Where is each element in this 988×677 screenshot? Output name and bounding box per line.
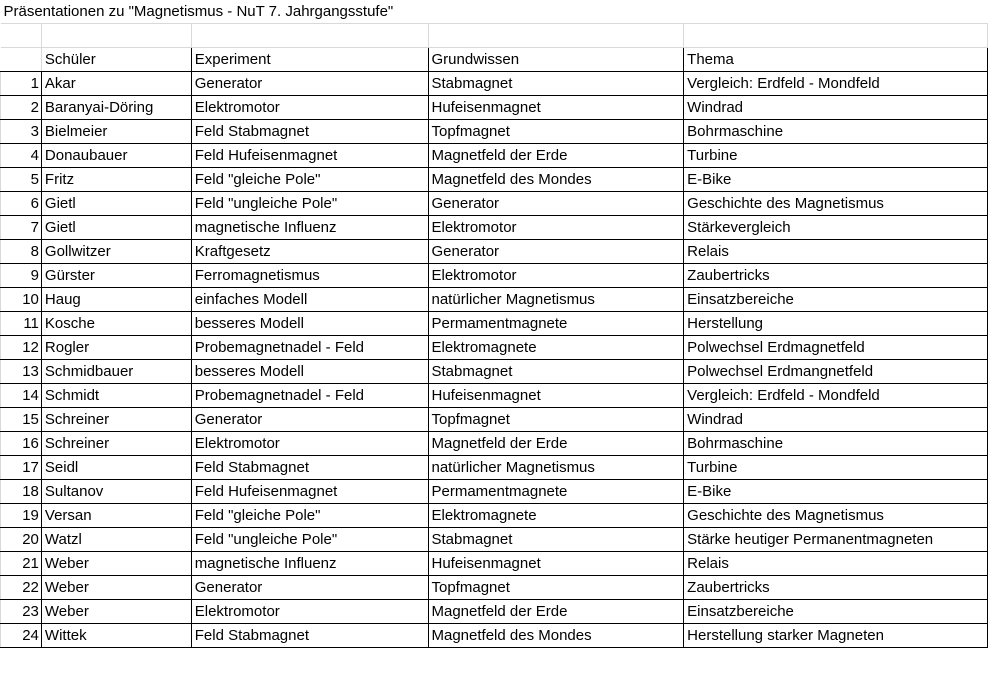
cell-grundwissen[interactable]: Elektromagnete xyxy=(428,336,684,360)
cell-schueler[interactable]: Weber xyxy=(41,576,191,600)
row-number-cell[interactable]: 16 xyxy=(1,432,42,456)
row-number-cell[interactable]: 3 xyxy=(1,120,42,144)
cell-grundwissen[interactable]: Magnetfeld des Mondes xyxy=(428,624,684,648)
cell-experiment[interactable]: Elektromotor xyxy=(191,432,428,456)
cell-experiment[interactable]: Feld "ungleiche Pole" xyxy=(191,192,428,216)
row-number-cell[interactable]: 6 xyxy=(1,192,42,216)
cell-experiment[interactable]: Feld "gleiche Pole" xyxy=(191,504,428,528)
cell-experiment[interactable]: Elektromotor xyxy=(191,96,428,120)
row-number-cell[interactable]: 21 xyxy=(1,552,42,576)
cell-experiment[interactable]: besseres Modell xyxy=(191,312,428,336)
cell-thema[interactable]: Relais xyxy=(684,552,988,576)
cell-schueler[interactable]: Akar xyxy=(41,72,191,96)
table-row xyxy=(1,96,988,120)
cell-thema[interactable]: Windrad xyxy=(684,96,988,120)
cell-thema[interactable]: Einsatzbereiche xyxy=(684,288,988,312)
empty-cell[interactable] xyxy=(684,24,988,48)
cell-grundwissen[interactable]: Hufeisenmagnet xyxy=(428,552,684,576)
empty-cell[interactable] xyxy=(1,48,42,72)
cell-thema[interactable]: Geschichte des Magnetismus xyxy=(684,504,988,528)
cell-thema[interactable]: E-Bike xyxy=(684,480,988,504)
table-row xyxy=(1,528,988,552)
header-schueler[interactable]: Schüler xyxy=(41,48,191,72)
table-row xyxy=(1,504,988,528)
empty-cell[interactable] xyxy=(428,24,684,48)
row-number-cell[interactable]: 11 xyxy=(1,312,42,336)
cell-experiment[interactable]: Generator xyxy=(191,72,428,96)
cell-experiment[interactable]: einfaches Modell xyxy=(191,288,428,312)
table-row xyxy=(1,600,988,624)
cell-experiment[interactable]: Feld Stabmagnet xyxy=(191,456,428,480)
cell-grundwissen[interactable]: Topfmagnet xyxy=(428,576,684,600)
cell-thema[interactable]: Geschichte des Magnetismus xyxy=(684,192,988,216)
cell-experiment[interactable]: Feld Stabmagnet xyxy=(191,120,428,144)
row-number-cell[interactable]: 9 xyxy=(1,264,42,288)
table-row xyxy=(1,216,988,240)
cell-grundwissen[interactable]: Permamentmagnete xyxy=(428,312,684,336)
cell-grundwissen[interactable]: Stabmagnet xyxy=(428,528,684,552)
cell-schueler[interactable]: Bielmeier xyxy=(41,120,191,144)
cell-thema[interactable]: Polwechsel Erdmagnetfeld xyxy=(684,336,988,360)
cell-grundwissen[interactable]: Elektromotor xyxy=(428,264,684,288)
cell-experiment[interactable]: besseres Modell xyxy=(191,360,428,384)
row-number-cell[interactable]: 18 xyxy=(1,480,42,504)
cell-grundwissen[interactable]: Elektromagnete xyxy=(428,504,684,528)
cell-thema[interactable]: Vergleich: Erdfeld - Mondfeld xyxy=(684,384,988,408)
table-row xyxy=(1,312,988,336)
cell-grundwissen[interactable]: Stabmagnet xyxy=(428,72,684,96)
cell-experiment[interactable]: Probemagnetnadel - Feld xyxy=(191,336,428,360)
row-number-cell[interactable]: 19 xyxy=(1,504,42,528)
empty-cell[interactable] xyxy=(1,24,42,48)
cell-experiment[interactable]: Generator xyxy=(191,408,428,432)
cell-schueler[interactable]: Gollwitzer xyxy=(41,240,191,264)
cell-thema[interactable]: Herstellung xyxy=(684,312,988,336)
table-row xyxy=(1,264,988,288)
row-number-cell[interactable]: 4 xyxy=(1,144,42,168)
cell-experiment[interactable]: Feld "ungleiche Pole" xyxy=(191,528,428,552)
cell-grundwissen[interactable]: Elektromotor xyxy=(428,216,684,240)
cell-grundwissen[interactable]: Topfmagnet xyxy=(428,408,684,432)
cell-grundwissen[interactable]: Hufeisenmagnet xyxy=(428,384,684,408)
cell-experiment[interactable]: Generator xyxy=(191,576,428,600)
cell-experiment[interactable]: Feld Hufeisenmagnet xyxy=(191,480,428,504)
cell-thema[interactable]: Zaubertricks xyxy=(684,264,988,288)
cell-schueler[interactable]: Fritz xyxy=(41,168,191,192)
table-row xyxy=(1,168,988,192)
cell-experiment[interactable]: Feld Hufeisenmagnet xyxy=(191,144,428,168)
cell-schueler[interactable]: Haug xyxy=(41,288,191,312)
row-number-cell[interactable]: 22 xyxy=(1,576,42,600)
row-number-cell[interactable]: 15 xyxy=(1,408,42,432)
cell-thema[interactable]: Herstellung starker Magneten xyxy=(684,624,988,648)
table-row xyxy=(1,408,988,432)
cell-schueler[interactable]: Schreiner xyxy=(41,432,191,456)
cell-grundwissen[interactable]: Stabmagnet xyxy=(428,360,684,384)
empty-cell[interactable] xyxy=(41,24,191,48)
cell-experiment[interactable]: Kraftgesetz xyxy=(191,240,428,264)
grid-body xyxy=(1,0,988,648)
table-row xyxy=(1,336,988,360)
row-number-cell[interactable]: 5 xyxy=(1,168,42,192)
cell-grundwissen[interactable]: Hufeisenmagnet xyxy=(428,96,684,120)
table-row xyxy=(1,192,988,216)
row-number-cell[interactable]: 24 xyxy=(1,624,42,648)
cell-grundwissen[interactable]: natürlicher Magnetismus xyxy=(428,288,684,312)
row-number-cell[interactable]: 7 xyxy=(1,216,42,240)
row-number-cell[interactable]: 23 xyxy=(1,600,42,624)
cell-grundwissen[interactable]: Magnetfeld des Mondes xyxy=(428,168,684,192)
cell-schueler[interactable]: Baranyai-Döring xyxy=(41,96,191,120)
cell-thema[interactable]: Turbine xyxy=(684,144,988,168)
row-number-cell[interactable]: 12 xyxy=(1,336,42,360)
cell-thema[interactable]: Einsatzbereiche xyxy=(684,600,988,624)
table-row xyxy=(1,552,988,576)
table-row xyxy=(1,144,988,168)
cell-thema[interactable]: Zaubertricks xyxy=(684,576,988,600)
cell-schueler[interactable]: Schmidbauer xyxy=(41,360,191,384)
cell-grundwissen[interactable]: Generator xyxy=(428,192,684,216)
cell-schueler[interactable]: Wittek xyxy=(41,624,191,648)
cell-thema[interactable]: Windrad xyxy=(684,408,988,432)
cell-schueler[interactable]: Gürster xyxy=(41,264,191,288)
cell-schueler[interactable]: Kosche xyxy=(41,312,191,336)
cell-thema[interactable]: Turbine xyxy=(684,456,988,480)
row-number-cell[interactable]: 10 xyxy=(1,288,42,312)
cell-experiment[interactable]: magnetische Influenz xyxy=(191,216,428,240)
cell-thema[interactable]: Stärkevergleich xyxy=(684,216,988,240)
table-row xyxy=(1,456,988,480)
cell-experiment[interactable]: Ferromagnetismus xyxy=(191,264,428,288)
cell-thema[interactable]: Bohrmaschine xyxy=(684,120,988,144)
header-thema[interactable]: Thema xyxy=(684,48,988,72)
cell-thema[interactable]: Polwechsel Erdmangnetfeld xyxy=(684,360,988,384)
cell-schueler[interactable]: Watzl xyxy=(41,528,191,552)
cell-grundwissen[interactable]: Topfmagnet xyxy=(428,120,684,144)
cell-experiment[interactable]: magnetische Influenz xyxy=(191,552,428,576)
cell-schueler[interactable]: Gietl xyxy=(41,216,191,240)
cell-schueler[interactable]: Rogler xyxy=(41,336,191,360)
cell-schueler[interactable]: Weber xyxy=(41,600,191,624)
table-row xyxy=(1,624,988,648)
cell-schueler[interactable]: Schreiner xyxy=(41,408,191,432)
cell-schueler[interactable]: Sultanov xyxy=(41,480,191,504)
cell-grundwissen[interactable]: Generator xyxy=(428,240,684,264)
cell-schueler[interactable]: Seidl xyxy=(41,456,191,480)
table-row xyxy=(1,288,988,312)
cell-experiment[interactable]: Feld Stabmagnet xyxy=(191,624,428,648)
table-row xyxy=(1,72,988,96)
page-title[interactable]: Präsentationen zu "Magnetismus - NuT 7. Jahrgangsstufe" xyxy=(1,0,988,24)
cell-thema[interactable]: Stärke heutiger Permanentmagneten xyxy=(684,528,988,552)
cell-thema[interactable]: E-Bike xyxy=(684,168,988,192)
cell-schueler[interactable]: Gietl xyxy=(41,192,191,216)
table-row xyxy=(1,432,988,456)
cell-experiment[interactable]: Elektromotor xyxy=(191,600,428,624)
cell-thema[interactable]: Relais xyxy=(684,240,988,264)
row-number-cell[interactable]: 14 xyxy=(1,384,42,408)
cell-grundwissen[interactable]: Magnetfeld der Erde xyxy=(428,432,684,456)
cell-schueler[interactable]: Weber xyxy=(41,552,191,576)
cell-grundwissen[interactable]: Magnetfeld der Erde xyxy=(428,600,684,624)
cell-grundwissen[interactable]: natürlicher Magnetismus xyxy=(428,456,684,480)
cell-thema[interactable]: Bohrmaschine xyxy=(684,432,988,456)
header-grundwissen[interactable]: Grundwissen xyxy=(428,48,684,72)
cell-grundwissen[interactable]: Magnetfeld der Erde xyxy=(428,144,684,168)
empty-cell[interactable] xyxy=(191,24,428,48)
header-row xyxy=(1,48,988,72)
cell-grundwissen[interactable]: Permamentmagnete xyxy=(428,480,684,504)
row-number-cell[interactable]: 20 xyxy=(1,528,42,552)
table-row xyxy=(1,360,988,384)
cell-schueler[interactable]: Donaubauer xyxy=(41,144,191,168)
table-row xyxy=(1,480,988,504)
cell-schueler[interactable]: Schmidt xyxy=(41,384,191,408)
table-row xyxy=(1,240,988,264)
table-row xyxy=(1,120,988,144)
header-experiment[interactable]: Experiment xyxy=(191,48,428,72)
row-number-cell[interactable]: 1 xyxy=(1,72,42,96)
table-row xyxy=(1,576,988,600)
cell-experiment[interactable]: Feld "gleiche Pole" xyxy=(191,168,428,192)
cell-schueler[interactable]: Versan xyxy=(41,504,191,528)
cell-thema[interactable]: Vergleich: Erdfeld - Mondfeld xyxy=(684,72,988,96)
row-number-cell[interactable]: 8 xyxy=(1,240,42,264)
table-row xyxy=(1,384,988,408)
row-number-cell[interactable]: 2 xyxy=(1,96,42,120)
row-number-cell[interactable]: 17 xyxy=(1,456,42,480)
cell-experiment[interactable]: Probemagnetnadel - Feld xyxy=(191,384,428,408)
row-number-cell[interactable]: 13 xyxy=(1,360,42,384)
